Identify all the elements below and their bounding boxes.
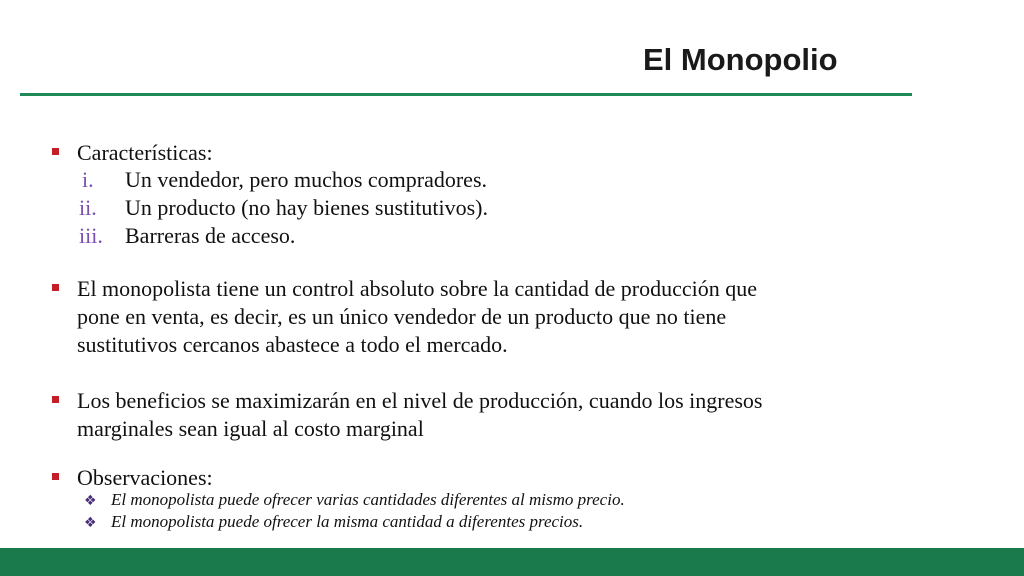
slide-title: El Monopolio xyxy=(643,42,838,77)
observation-item: El monopolista puede ofrecer varias cantidades diferentes al mismo precio. xyxy=(111,490,625,509)
diamond-bullet-icon: ❖ xyxy=(84,493,97,509)
list-item: Barreras de acceso. xyxy=(125,223,296,248)
roman-numeral: iii. xyxy=(79,223,103,248)
paragraph-line: marginales sean igual al costo marginal xyxy=(77,416,424,441)
paragraph-line: sustitutivos cercanos abastece a todo el mercado. xyxy=(77,332,508,357)
list-item: Un producto (no hay bienes sustitutivos). xyxy=(125,195,488,220)
paragraph-line: Los beneficios se maximizarán en el nivel de producción, cuando los ingresos xyxy=(77,388,763,413)
paragraph-line: pone en venta, es decir, es un único vendedor de un producto que no tiene xyxy=(77,304,727,329)
bullet-square-icon xyxy=(52,148,59,155)
caracteristicas-label: Características: xyxy=(77,140,213,165)
list-item: Un vendedor, pero muchos compradores. xyxy=(125,167,488,192)
observation-item: El monopolista puede ofrecer la misma cantidad a diferentes precios. xyxy=(111,512,584,531)
paragraph-line: El monopolista tiene un control absoluto sobre la cantidad de producción que xyxy=(77,276,757,301)
bullet-square-icon xyxy=(52,473,59,480)
footer-bar xyxy=(0,548,1024,576)
observaciones-label: Observaciones: xyxy=(77,465,213,490)
diamond-bullet-icon: ❖ xyxy=(84,515,97,531)
roman-numeral: ii. xyxy=(79,195,97,220)
bullet-square-icon xyxy=(52,396,59,403)
bullet-square-icon xyxy=(52,284,59,291)
roman-numeral: i. xyxy=(82,167,94,192)
